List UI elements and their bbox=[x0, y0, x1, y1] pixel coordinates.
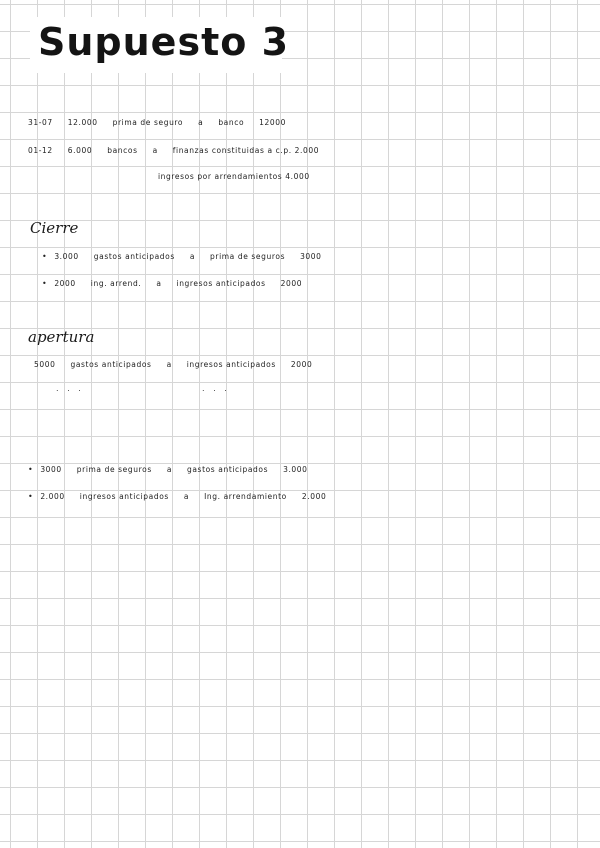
row-amount: 3.000 bbox=[54, 252, 79, 261]
bullet: • bbox=[28, 492, 34, 501]
bullet: • bbox=[42, 279, 48, 288]
row-credit-amount: 2000 bbox=[280, 279, 303, 288]
row-a: a bbox=[156, 279, 162, 288]
entry-debit: bancos bbox=[107, 146, 138, 155]
entry-a: a bbox=[198, 118, 204, 127]
row-amount: 2000 bbox=[54, 279, 76, 288]
cierre-row-1 bbox=[42, 252, 334, 261]
row-credit: ingresos anticipados bbox=[186, 360, 276, 369]
row-debit: prima de seguros bbox=[76, 465, 152, 474]
row-credit-amount: 3.000 bbox=[283, 465, 308, 474]
row-a: a bbox=[166, 360, 172, 369]
ellipsis-right: . . . bbox=[202, 384, 230, 393]
entry-credit-amount: 12000 bbox=[259, 118, 286, 127]
row-credit: prima de seguros bbox=[210, 252, 286, 261]
entry-credit: banco bbox=[218, 118, 245, 127]
row-credit-amount: 3000 bbox=[300, 252, 322, 261]
row-credit-amount: 2.000 bbox=[301, 492, 327, 501]
row-a: a bbox=[166, 465, 173, 474]
row-credit: Ing. arrendamiento bbox=[204, 492, 287, 501]
apertura-row-1 bbox=[34, 360, 324, 369]
entry-debit: prima de seguro bbox=[112, 118, 184, 127]
row-debit: ingresos anticipados bbox=[79, 492, 169, 501]
entry-date: 01-12 bbox=[28, 146, 53, 155]
entry-date: 31-07 bbox=[28, 118, 53, 127]
final-row-1 bbox=[28, 465, 320, 474]
row-credit: gastos anticipados bbox=[187, 465, 269, 474]
row-credit: ingresos anticipados bbox=[176, 279, 266, 288]
journal-entry-3 bbox=[158, 172, 322, 181]
row-credit-amount: 2000 bbox=[290, 360, 313, 369]
journal-entry-1 bbox=[28, 118, 298, 127]
row-debit: ing. arrend. bbox=[90, 279, 142, 288]
row-amount: 3000 bbox=[40, 465, 62, 474]
ellipsis-left: . . . bbox=[56, 384, 84, 393]
entry-amount: 6.000 bbox=[67, 146, 93, 155]
cierre-row-2 bbox=[42, 279, 314, 288]
cierre-heading: Cierre bbox=[30, 219, 79, 237]
journal-entry-2 bbox=[28, 146, 331, 155]
entry-amount: 12.000 bbox=[67, 118, 98, 127]
row-amount: 2.000 bbox=[40, 492, 65, 501]
entry-credit: ingresos por arrendamientos 4.000 bbox=[158, 172, 310, 181]
row-a: a bbox=[189, 252, 196, 261]
page-title: Supuesto 3 bbox=[38, 20, 290, 64]
bullet: • bbox=[42, 252, 48, 261]
row-debit: gastos anticipados bbox=[93, 252, 175, 261]
row-a: a bbox=[183, 492, 190, 501]
row-debit: gastos anticipados bbox=[70, 360, 152, 369]
entry-a: a bbox=[152, 146, 158, 155]
apertura-heading: apertura bbox=[28, 328, 95, 346]
final-row-2 bbox=[28, 492, 338, 501]
row-amount: 5000 bbox=[34, 360, 56, 369]
bullet: • bbox=[28, 465, 34, 474]
entry-credit: finanzas constituidas a c.p. 2.000 bbox=[172, 146, 320, 155]
